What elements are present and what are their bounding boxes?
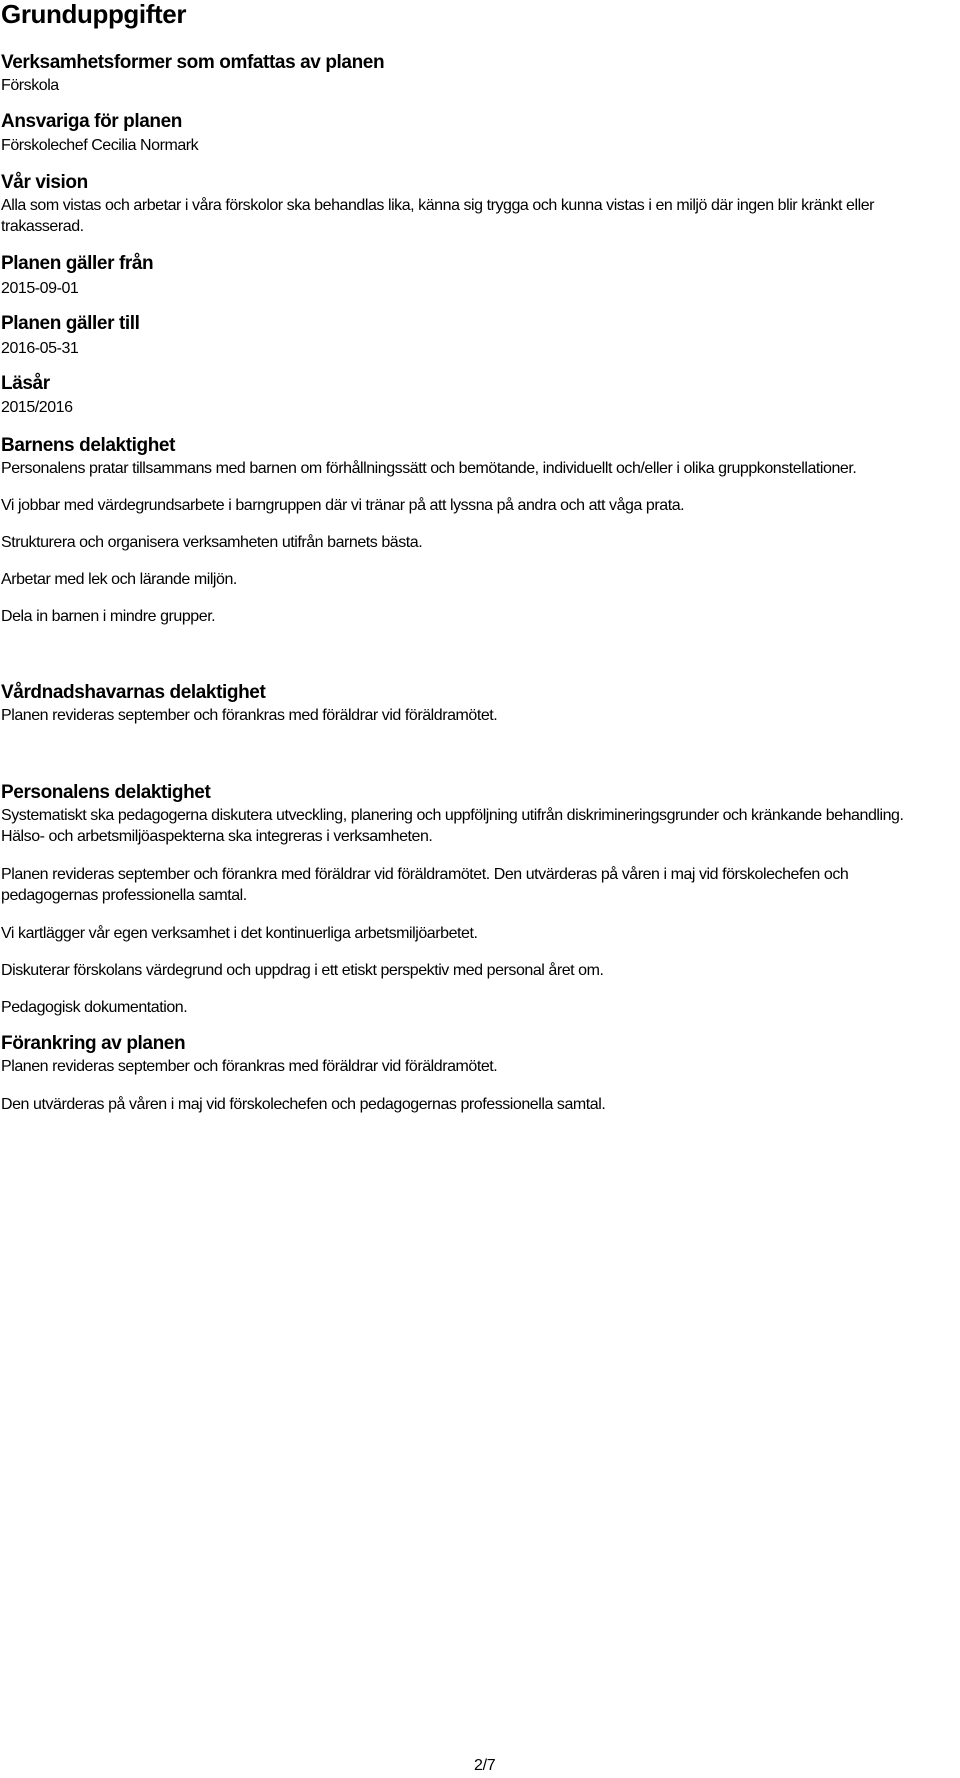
section-text-planen-till: 2016-05-31 bbox=[1, 340, 79, 357]
section-text-forankring-2: Den utvärderas på våren i maj vid förskolechefen och pedagogernas professionella samtal. bbox=[1, 1096, 606, 1113]
section-text-planen-fran: 2015-09-01 bbox=[1, 280, 79, 297]
section-text-personalens-1: Systematiskt ska pedagogerna diskutera utveckling, planering och uppföljning utifrån diskrimineringsgrunder och kränkande behandling. Hälso- och arbetsmiljöaspekterna ska integreras i verksamheten. bbox=[1, 807, 904, 845]
section-text-barnens-2: Vi jobbar med värdegrundsarbete i barngruppen där vi tränar på att lyssna på andra och att våga prata. bbox=[1, 497, 685, 514]
section-text-barnens-4: Arbetar med lek och lärande miljön. bbox=[1, 571, 237, 588]
page-title: Grunduppgifter bbox=[1, 0, 187, 29]
section-text-vision: Alla som vistas och arbetar i våra förskolor ska behandlas lika, känna sig trygga och kunna vistas i en miljö där ingen blir kränkt eller trakasserad. bbox=[1, 197, 875, 235]
section-heading-vardnadshavarnas: Vårdnadshavarnas delaktighet bbox=[1, 682, 266, 703]
section-heading-barnens-delaktighet: Barnens delaktighet bbox=[1, 435, 176, 456]
section-heading-personalens: Personalens delaktighet bbox=[1, 782, 211, 803]
page-number: 2/7 bbox=[474, 1757, 496, 1774]
section-text-barnens-5: Dela in barnen i mindre grupper. bbox=[1, 608, 216, 625]
section-text-verksamhetsformer: Förskola bbox=[1, 77, 59, 94]
section-heading-verksamhetsformer: Verksamhetsformer som omfattas av planen bbox=[1, 52, 385, 73]
section-heading-planen-till: Planen gäller till bbox=[1, 313, 140, 334]
section-text-lasar: 2015/2016 bbox=[1, 399, 73, 416]
section-text-barnens-1: Personalens pratar tillsammans med barnen om förhållningssätt och bemötande, individuellt och/eller i olika gruppkonstellationer. bbox=[1, 460, 857, 477]
section-heading-ansvariga: Ansvariga för planen bbox=[1, 111, 182, 132]
section-text-personalens-3: Vi kartlägger vår egen verksamhet i det kontinuerliga arbetsmiljöarbetet. bbox=[1, 925, 478, 942]
section-text-ansvariga: Förskolechef Cecilia Normark bbox=[1, 137, 199, 154]
section-text-personalens-4: Diskuterar förskolans värdegrund och uppdrag i ett etiskt perspektiv med personal året om. bbox=[1, 962, 604, 979]
section-text-forankring-1: Planen revideras september och förankras med föräldrar vid föräldramötet. bbox=[1, 1058, 498, 1075]
section-text-vardnadshavarnas: Planen revideras september och förankras med föräldrar vid föräldramötet. bbox=[1, 707, 498, 724]
section-heading-planen-fran: Planen gäller från bbox=[1, 253, 154, 274]
section-text-personalens-2: Planen revideras september och förankra med föräldrar vid föräldramötet. Den utvärderas på våren i maj vid förskolechefen och pedagogernas professionella samtal. bbox=[1, 866, 849, 904]
section-text-barnens-3: Strukturera och organisera verksamheten utifrån barnets bästa. bbox=[1, 534, 423, 551]
section-heading-forankring: Förankring av planen bbox=[1, 1033, 186, 1054]
section-heading-lasar: Läsår bbox=[1, 373, 50, 394]
section-text-personalens-5: Pedagogisk dokumentation. bbox=[1, 999, 188, 1016]
section-heading-vision: Vår vision bbox=[1, 172, 88, 193]
